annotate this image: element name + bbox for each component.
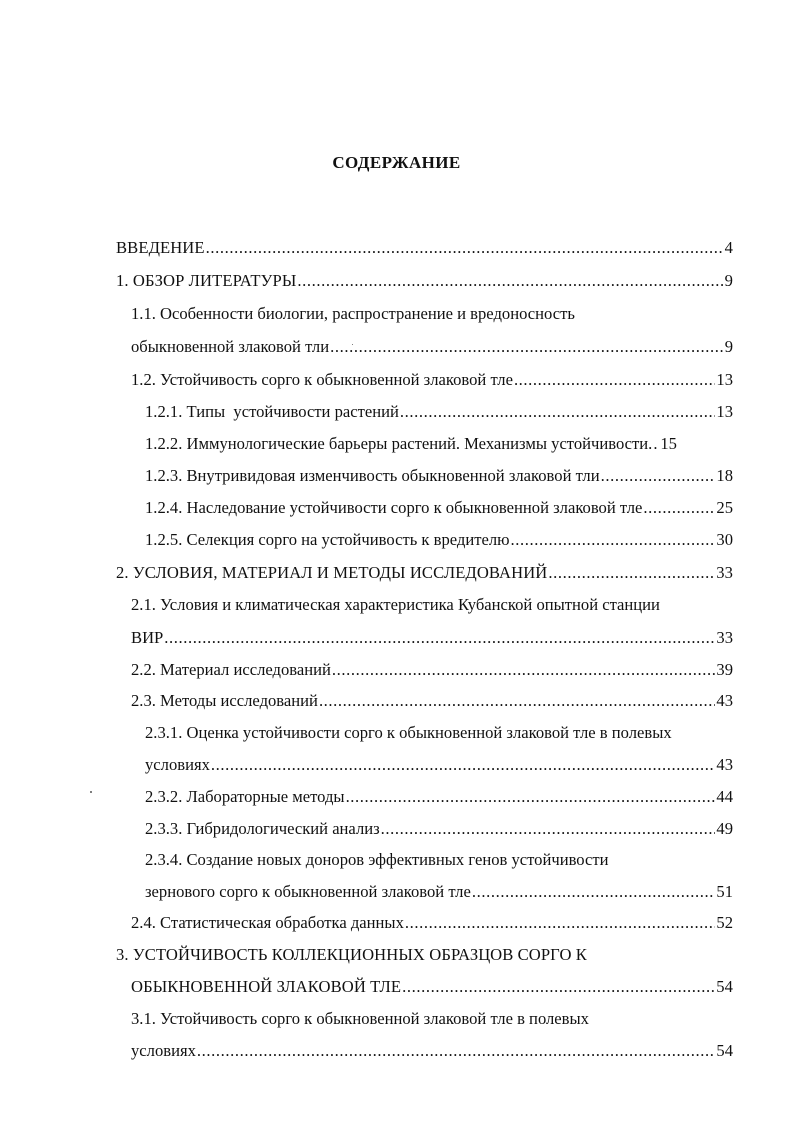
toc-entry-2-3[interactable]: [131, 691, 733, 711]
toc-page-number: 13: [716, 370, 733, 389]
toc-page-number: 43: [716, 691, 733, 710]
toc-page-number: 9: [724, 337, 733, 356]
toc-entry-text: 1.2.3. Внутривидовая изменчивость обыкновенной злаковой тли: [145, 466, 600, 485]
leader-dots: [400, 402, 716, 422]
toc-entry-2-3-4-line1[interactable]: 2.3.4. Создание новых доноров эффективных генов устойчивости: [145, 850, 609, 869]
toc-entry-1-2-1[interactable]: [145, 402, 733, 422]
leader-dots: [297, 271, 723, 291]
toc-page-number: 43: [716, 755, 733, 774]
toc-entry-2-3-3[interactable]: [145, 819, 733, 839]
toc-entry-2-3-1[interactable]: [145, 755, 733, 775]
toc-entry-text: ВВЕДЕНИЕ: [116, 238, 205, 257]
leader-dots: [653, 434, 659, 454]
leader-dots: [319, 691, 715, 711]
toc-entry-text: 2.3.3. Гибридологический анализ: [145, 819, 380, 838]
toc-entry-chapter-2[interactable]: [116, 563, 733, 583]
toc-entry-text: 2.4. Статистическая обработка данных: [131, 913, 404, 932]
leader-dots: [197, 1041, 716, 1061]
toc-entry-chapter-3-line1[interactable]: 3. УСТОЙЧИВОСТЬ КОЛЛЕКЦИОННЫХ ОБРАЗЦОВ СОРГО К: [116, 945, 587, 964]
toc-entry-2-2[interactable]: [131, 660, 733, 680]
toc-entry-2-4[interactable]: [131, 913, 733, 933]
toc-entry-text: 2.3. Методы исследований: [131, 691, 318, 710]
toc-page-number: 18: [716, 466, 733, 485]
toc-page-number: 44: [716, 787, 733, 806]
leader-dots: [643, 498, 715, 518]
toc-entry-text: условиях: [145, 755, 210, 774]
leader-dots: [206, 238, 724, 258]
toc-entry-text: 2.2. Материал исследований: [131, 660, 331, 679]
leader-dots: [548, 563, 715, 583]
toc-entry-text: 2. УСЛОВИЯ, МАТЕРИАЛ И МЕТОДЫ ИССЛЕДОВАНИЙ: [116, 563, 548, 582]
toc-entry-1-2-3[interactable]: [145, 466, 733, 486]
toc-entry-text: 1.2.2. Иммунологические барьеры растений. Механизмы устойчивости.: [145, 434, 653, 453]
leader-dots: [330, 337, 724, 357]
leader-dots: [511, 530, 716, 550]
toc-entry-text: 1.2. Устойчивость сорго к обыкновенной злаковой тле: [131, 370, 513, 389]
toc-page-number: 54: [716, 977, 733, 996]
toc-page-number: 13: [716, 402, 733, 421]
page-title: СОДЕРЖАНИЕ: [332, 153, 461, 172]
toc-entry-3-1[interactable]: [131, 1041, 733, 1061]
toc-entry-text: 2.3.2. Лабораторные методы: [145, 787, 345, 806]
toc-entry-chapter-1[interactable]: [116, 271, 733, 291]
leader-dots: [514, 370, 715, 390]
toc-entry-1-2-5[interactable]: [145, 530, 733, 550]
toc-entry-text: ВИР: [131, 628, 164, 647]
leader-dots: [402, 977, 715, 997]
toc-entry-text: 1.2.4. Наследование устойчивости сорго к обыкновенной злаковой тле: [145, 498, 643, 517]
scan-speck: [352, 344, 353, 345]
toc-page-number: 4: [724, 238, 733, 257]
toc-entry-text: 1. ОБЗОР ЛИТЕРАТУРЫ: [116, 271, 297, 290]
leader-dots: [211, 755, 716, 775]
leader-dots: [346, 787, 716, 807]
toc-entry-text: условиях: [131, 1041, 196, 1060]
toc-page-number: 49: [716, 819, 733, 838]
leader-dots: [405, 913, 716, 933]
toc-page-number: 54: [716, 1041, 733, 1060]
toc-entry-2-3-4[interactable]: [145, 882, 733, 902]
toc-entry-chapter-3[interactable]: [131, 977, 733, 997]
toc-page-number: 33: [716, 628, 733, 647]
toc-page-number: 15: [660, 434, 677, 453]
leader-dots: [601, 466, 716, 486]
toc-page-number: 51: [716, 882, 733, 901]
leader-dots: [381, 819, 716, 839]
toc-entry-1-1[interactable]: [131, 337, 733, 357]
toc-entry-2-3-2[interactable]: [145, 787, 733, 807]
toc-entry-text: обыкновенной злаковой тли: [131, 337, 330, 356]
toc-entry-1-1-line1[interactable]: 1.1. Особенности биологии, распространение и вредоносность: [131, 304, 575, 323]
toc-page-number: 30: [716, 530, 733, 549]
leader-dots: [472, 882, 716, 902]
toc-entry-1-2-4[interactable]: [145, 498, 733, 518]
toc-page-number: 52: [716, 913, 733, 932]
toc-entry-3-1-line1[interactable]: 3.1. Устойчивость сорго к обыкновенной злаковой тле в полевых: [131, 1009, 589, 1028]
toc-entry-2-3-1-line1[interactable]: 2.3.1. Оценка устойчивости сорго к обыкновенной злаковой тле в полевых: [145, 723, 672, 742]
leader-dots: [164, 628, 715, 648]
toc-entry-1-2-2[interactable]: [145, 434, 733, 454]
scan-speck: [90, 791, 92, 793]
toc-entry-text: 1.2.5. Селекция сорго на устойчивость к вредителю: [145, 530, 510, 549]
toc-page-number: 33: [716, 563, 733, 582]
toc-entry-2-1-line1[interactable]: 2.1. Условия и климатическая характеристика Кубанской опытной станции: [131, 595, 660, 614]
leader-dots: [332, 660, 716, 680]
toc-page-number: 39: [716, 660, 733, 679]
toc-entry-text: ОБЫКНОВЕННОЙ ЗЛАКОВОЙ ТЛЕ: [131, 977, 402, 996]
toc-entry-2-1[interactable]: [131, 628, 733, 648]
toc-entry-text: 1.2.1. Типы устойчивости растений: [145, 402, 399, 421]
toc-entry-1-2[interactable]: [131, 370, 733, 390]
toc-entry-text: зернового сорго к обыкновенной злаковой тле: [145, 882, 471, 901]
toc-page-number: 25: [716, 498, 733, 517]
toc-entry-introduction[interactable]: [116, 238, 733, 258]
toc-page-number: 9: [724, 271, 733, 290]
